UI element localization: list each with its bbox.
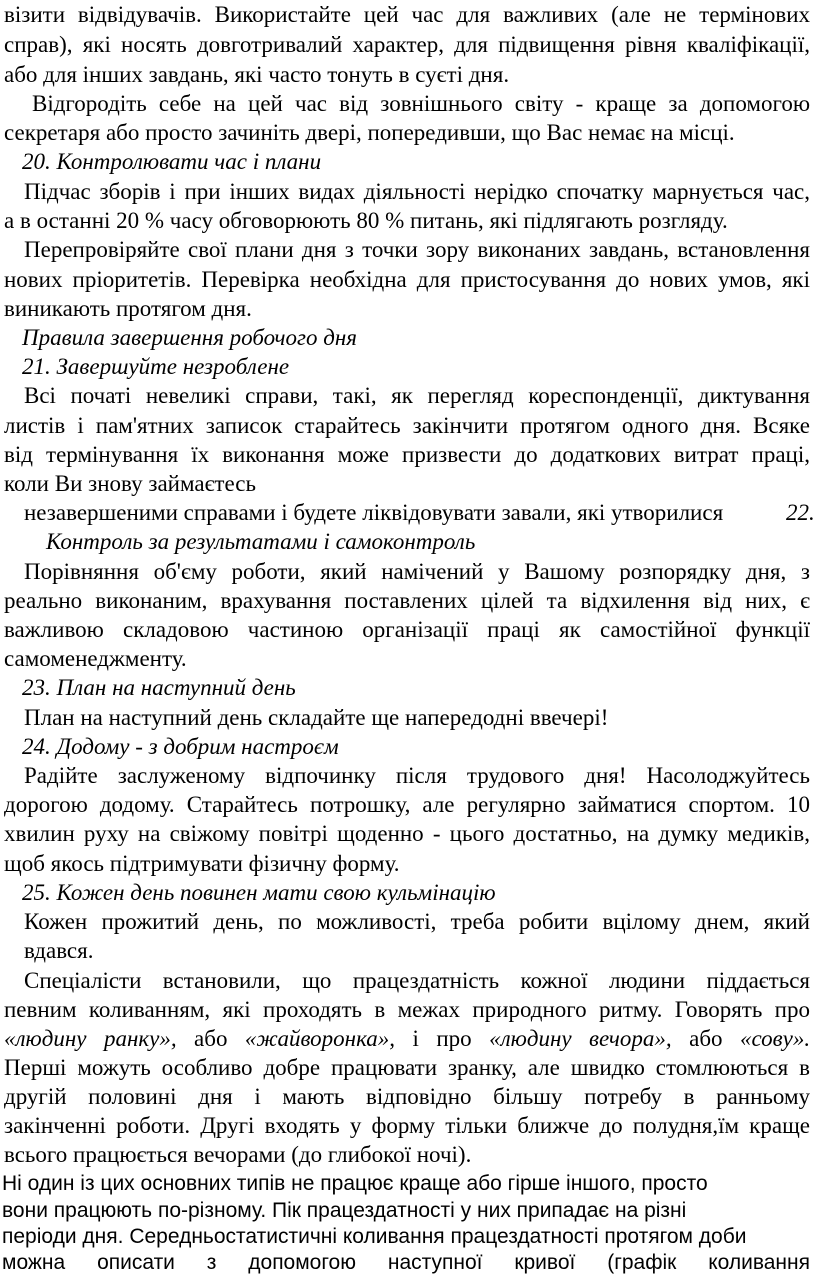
text-line: нових пріоритетів. Перевірка необхідна для пристосування до нових умов, які [4, 267, 810, 292]
text-line: коли Ви знову займаєтесь [4, 471, 256, 496]
text-line: Ні один із цих основних типів не працює краще або гірше іншого, просто [2, 1172, 708, 1195]
paragraph-start: Підчас зборів і при інших видах діяльності нерідко спочатку марнується час, [24, 179, 810, 204]
quote-evening-person: «людину вечора», [489, 1026, 672, 1051]
section-heading: 20. Контролювати час і плани [22, 149, 322, 174]
paragraph-start: Всі початі невеликі справи, такі, як перегляд кореспонденції, диктування [24, 383, 810, 408]
text-line: листів і пам'ятних записок старайтесь закінчити протягом одного дня. Всяке [4, 413, 810, 438]
text-line: виникають протягом дня. [4, 296, 252, 321]
text-line: Перші можуть особливо добре працювати зранку, але швидко стомлюються в [4, 1055, 810, 1080]
text-line: певним коливанням, які проходять в межах природного ритму. Говорять про [4, 997, 810, 1022]
paragraph-start: Кожен прожитий день, по можливості, треба робити вцілому днем, який [24, 909, 810, 934]
text-line: самоменеджменту. [4, 646, 187, 671]
section-heading: 25. Кожен день повинен мати свою кульмінацію [22, 880, 496, 905]
text-line: дорогою додому. Старайтесь потрошку, але регулярно займатися спортом. 10 [4, 792, 810, 817]
text-line: реально виконаним, врахування поставлених цілей та відхилення від них, є [4, 588, 810, 613]
text-line: важливою складовою частиною організації праці як самостійної функції [4, 617, 810, 642]
text-line: візити відвідувачів. Використайте цей час для важливих (але не термінових [4, 2, 810, 27]
paragraph-start: Відгородіть себе на цей час від зовнішнього світу - краще за допомогою [32, 91, 810, 116]
quote-morning-person: «людину ранку», [4, 1026, 177, 1051]
section-heading: Контроль за результатами і самоконтроль [46, 529, 476, 554]
text-line: хвилин руху на свіжому повітрі щоденно - цього достатньо, на думку медиків, [4, 821, 810, 846]
text-line: другій половині дня і мають відповідно більшу потребу в ранньому [4, 1084, 810, 1109]
text-line: вдався. [24, 938, 94, 963]
text-line: щоб якось підтримувати фізичну форму. [4, 851, 400, 876]
text-line: незавершеними справами і будете ліквідовувати завали, які утворилися [24, 500, 724, 525]
text-line: секретаря або просто зачиніть двері, попередивши, що Вас немає на місці. [4, 120, 735, 145]
section-number: 22. [786, 500, 815, 525]
text-line: або для інших завдань, які часто тонуть в суєті дня. [4, 62, 510, 87]
section-heading: 21. Завершуйте незроблене [22, 354, 290, 379]
text-line: закінченні роботи. Другі входять у форму тільки ближче до полудня,їм краще [4, 1113, 810, 1138]
text-line: а в останні 20 % часу обговорюють 80 % питань, які підлягають розгляду. [4, 208, 728, 233]
paragraph-start: Порівняння об'єму роботи, який намічений у Вашому розпорядку дня, з [24, 559, 810, 584]
text-line-with-quotes: «людину ранку», або «жайворонка», і про «людину вечора», або «сову». [4, 1026, 811, 1051]
text-line: всього працюється вечорами (до глибокої ночі). [4, 1142, 472, 1167]
section-heading: 23. План на наступний день [22, 675, 296, 700]
text-line: вони працюють по-різному. Пік працездатності у них припадає на різні [2, 1199, 687, 1222]
text-line: можна описати з допомогою наступної кривої (графік коливання [2, 1251, 810, 1274]
text-line: періоди дня. Середньостатистичні коливання працездатності протягом доби [2, 1225, 747, 1248]
section-heading: Правила завершення робочого дня [22, 325, 357, 350]
text-line: справ), які носять довготривалий характер, для підвищення рівня кваліфікації, [4, 32, 810, 57]
section-heading: 24. Додому - з добрим настроєм [22, 734, 339, 759]
paragraph-start: Спеціалісти встановили, що працездатність кожної людини піддається [24, 968, 810, 993]
quote-owl: «сову». [739, 1026, 811, 1051]
text-line: від термінування їх виконання може призвести до додаткових витрат праці, [4, 442, 810, 467]
quote-lark: «жайворонка», [244, 1026, 396, 1051]
paragraph-start: Радійте заслуженому відпочинку після трудового дня! Насолоджуйтесь [24, 763, 810, 788]
text-line: План на наступний день складайте ще напередодні ввечері! [24, 705, 609, 730]
paragraph-start: Перепровіряйте свої плани дня з точки зору виконаних завдань, встановлення [24, 237, 810, 262]
